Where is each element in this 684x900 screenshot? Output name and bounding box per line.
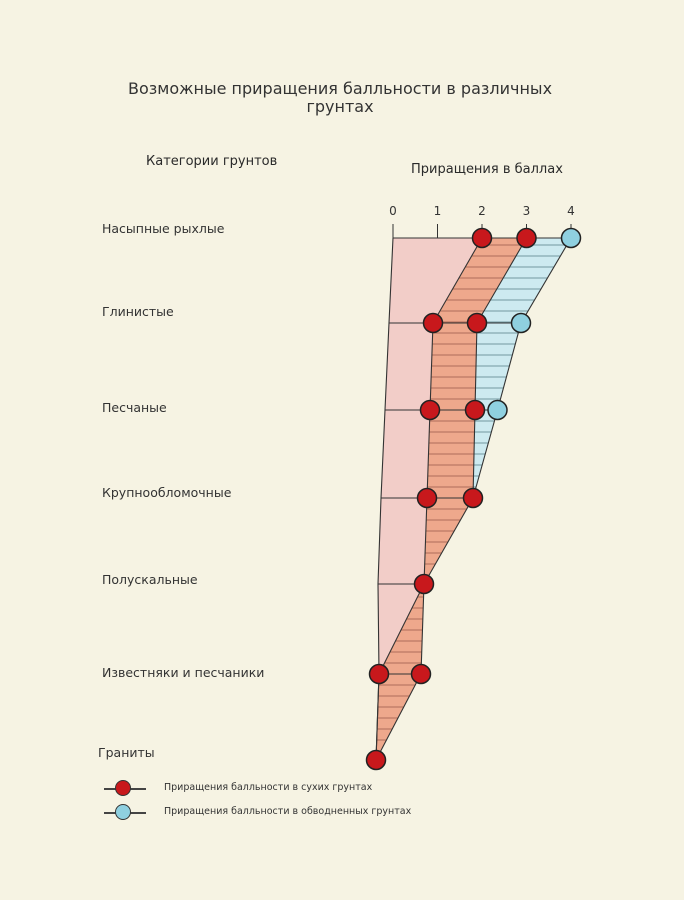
category-label: Известняки и песчаники bbox=[102, 665, 265, 680]
x-tick-label: 3 bbox=[522, 204, 531, 218]
dry-point bbox=[517, 229, 536, 248]
dry-point bbox=[421, 401, 440, 420]
category-label: Граниты bbox=[98, 745, 155, 760]
y-axis-label: Категории грунтов bbox=[146, 154, 278, 169]
dry-point bbox=[367, 751, 386, 770]
legend-label: Приращения балльности в обводненных грунтах bbox=[164, 806, 412, 817]
dry-point bbox=[418, 489, 437, 508]
dry-point bbox=[468, 314, 487, 333]
dry-point bbox=[424, 314, 443, 333]
category-label: Глинистые bbox=[102, 304, 174, 319]
dry-point bbox=[415, 575, 434, 594]
dry-point bbox=[412, 665, 431, 684]
dry-point bbox=[466, 401, 485, 420]
legend-item-water bbox=[102, 802, 462, 824]
category-label: Песчаные bbox=[102, 400, 167, 415]
dry-point bbox=[370, 665, 389, 684]
dry-point bbox=[464, 489, 483, 508]
legend-label: Приращения балльности в сухих грунтах bbox=[164, 782, 373, 793]
x-tick-label: 1 bbox=[433, 204, 442, 218]
legend-marker bbox=[115, 804, 131, 820]
category-label: Крупнообломочные bbox=[102, 485, 232, 500]
x-tick-label: 2 bbox=[478, 204, 486, 218]
category-label: Насыпные рыхлые bbox=[102, 221, 225, 236]
water-point bbox=[488, 401, 507, 420]
dry-point bbox=[473, 229, 492, 248]
x-tick-label: 0 bbox=[389, 204, 397, 218]
category-label: Полускальные bbox=[102, 572, 198, 587]
water-point bbox=[512, 314, 531, 333]
legend-marker bbox=[115, 780, 131, 796]
x-tick-label: 4 bbox=[567, 204, 575, 218]
legend-item-dry bbox=[102, 778, 462, 800]
water-point bbox=[562, 229, 581, 248]
chart-title: Возможные приращения балльности в различных грунтах bbox=[127, 79, 553, 116]
x-axis-label: Приращения в баллах bbox=[411, 162, 563, 177]
